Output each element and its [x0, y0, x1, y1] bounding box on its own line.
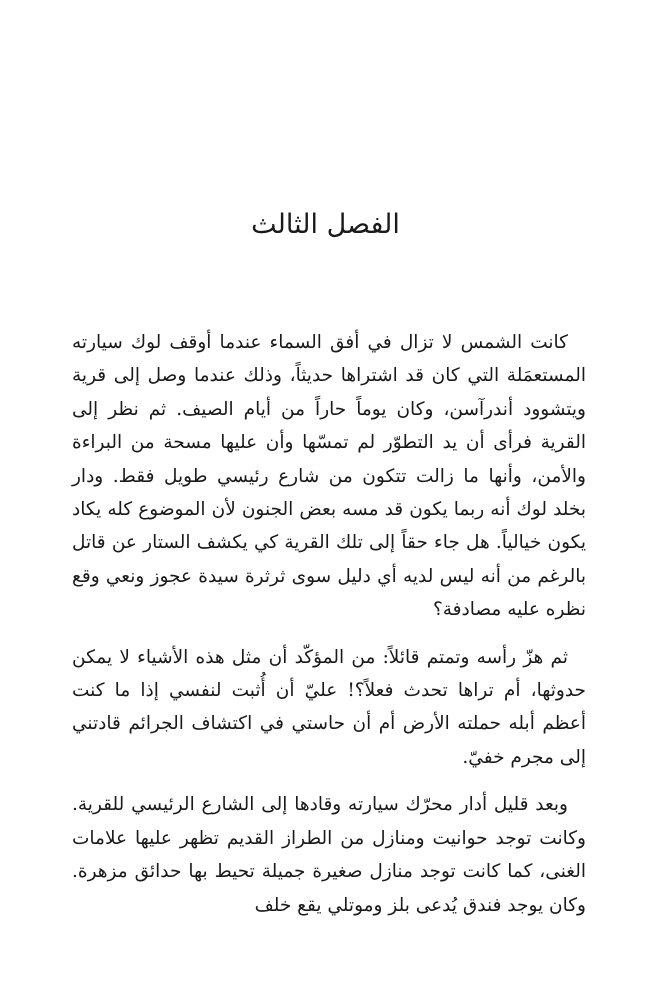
chapter-body [72, 326, 586, 936]
paragraph-1: كانت الشمس لا تزال في أفق السماء عندما أوقف لوك سيارته المستعمَلة التي كان قد اشتراها حديثاً، وذلك عندما وصل إلى قرية ويتشوود أندرآسن، وكان يوماً حاراً من أيام الصيف. ثم نظر إلى القرية فرأى أن يد التطوّر لم تمسّها وأن عليها مسحة من البراءة والأمن، وأنها ما زالت تتكون من شارع رئيسي طويل فقط. ودار بخلد لوك أنه ربما يكون قد مسه بعض الجنون لأن الموضوع كله يكاد يكون خيالياً. هل جاء حقاً إلى تلك القرية كي يكشف الستار عن قاتل بالرغم من أنه ليس لديه أي دليل سوى ثرثرة سيدة عجوز ونعي وقع نظره عليه مصادفة؟ [72, 332, 586, 621]
chapter-title: الفصل الثالث [251, 209, 400, 240]
paragraph-3: وبعد قليل أدار محرّك سيارته وقادها إلى الشارع الرئيسي للقرية. وكانت توجد حوانيت ومنازل من الطراز القديم تظهر عليها علامات الغنى، كما كانت توجد منازل صغيرة جميلة تحيط بها حدائق مزهرة. وكان يوجد فندق يُدعى بلز وموتلي يقع خلف [72, 794, 586, 916]
paragraph-2: ثم هزّ رأسه وتمتم قائلاً: من المؤكّد أن مثل هذه الأشياء لا يمكن حدوثها، أم تراها تحدث فعلاً؟! عليّ أن أُثبت لنفسي إذا ما كنت أعظم أبله حملته الأرض أم أن حاستي في اكتشاف الجرائم قادتني إلى مجرم خفيّ. [72, 646, 586, 768]
